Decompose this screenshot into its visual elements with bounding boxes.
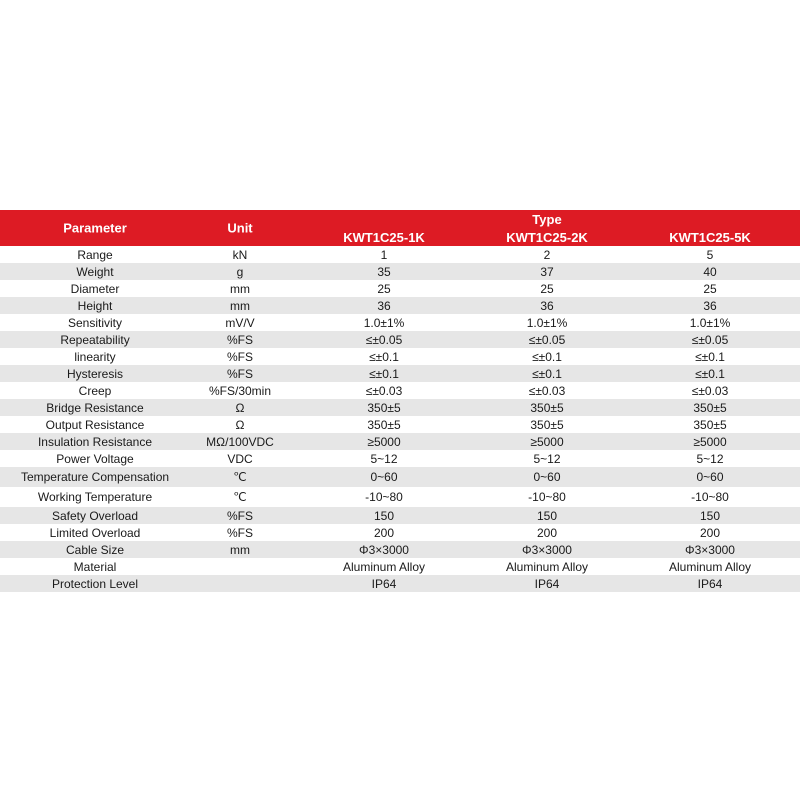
value-cell-model-1: 5~12 — [370, 451, 398, 466]
value-cell-model-2: 37 — [540, 264, 554, 279]
table-row — [0, 507, 800, 524]
unit-cell: %FS/30min — [208, 383, 272, 398]
value-cell-model-1: Φ3×3000 — [359, 542, 409, 557]
param-cell: Creep — [78, 383, 112, 398]
value-cell-model-1: -10~80 — [365, 490, 403, 504]
unit-cell: mm — [230, 542, 250, 557]
unit-cell: %FS — [226, 332, 254, 347]
param-cell: Temperature Compensation — [20, 470, 170, 484]
value-cell-model-1: 1.0±1% — [363, 315, 405, 330]
param-cell: Insulation Resistance — [37, 434, 153, 449]
table-row — [0, 541, 800, 558]
value-cell-model-3: 40 — [703, 264, 717, 279]
value-cell-model-3: 36 — [703, 298, 717, 313]
unit-cell: Ω — [235, 400, 245, 415]
param-cell: Working Temperature — [37, 490, 153, 504]
value-cell-model-1: ≥5000 — [367, 434, 401, 449]
value-cell-model-3: ≤±0.1 — [695, 349, 725, 364]
value-cell-model-1: 25 — [377, 281, 391, 296]
value-cell-model-2: 200 — [536, 525, 558, 540]
param-cell: Protection Level — [51, 576, 139, 591]
table-row — [0, 487, 800, 507]
value-cell-model-2: 5~12 — [533, 451, 561, 466]
unit-cell: VDC — [227, 451, 253, 466]
header-type: Type — [532, 212, 562, 227]
value-cell-model-2: 350±5 — [530, 400, 564, 415]
table-row — [0, 331, 800, 348]
value-cell-model-1: Aluminum Alloy — [342, 559, 426, 574]
value-cell-model-3: ≤±0.05 — [691, 332, 729, 347]
value-cell-model-3: Φ3×3000 — [685, 542, 735, 557]
param-cell: Material — [73, 559, 117, 574]
value-cell-model-3: IP64 — [697, 576, 723, 591]
value-cell-model-2: 36 — [540, 298, 554, 313]
unit-cell: g — [236, 264, 244, 279]
table-row — [0, 348, 800, 365]
value-cell-model-3: 200 — [699, 525, 721, 540]
unit-cell: mm — [230, 281, 250, 296]
value-cell-model-2: 1.0±1% — [526, 315, 568, 330]
header-model-1: KWT1C25-1K — [343, 230, 425, 245]
value-cell-model-2: ≤±0.1 — [532, 366, 562, 381]
param-cell: Hysteresis — [66, 366, 124, 381]
param-cell: Weight — [76, 264, 114, 279]
unit-cell: MΩ/100VDC — [206, 434, 274, 449]
table-row — [0, 575, 800, 592]
value-cell-model-2: 0~60 — [533, 470, 561, 484]
value-cell-model-3: ≥5000 — [693, 434, 727, 449]
param-cell: Power Voltage — [56, 451, 134, 466]
header-unit: Unit — [227, 220, 253, 236]
param-cell: Sensitivity — [67, 315, 123, 330]
param-cell: Diameter — [70, 281, 120, 296]
table-row — [0, 450, 800, 467]
value-cell-model-3: 5~12 — [696, 451, 724, 466]
table-row — [0, 399, 800, 416]
table-row — [0, 297, 800, 314]
value-cell-model-2: Φ3×3000 — [522, 542, 572, 557]
table-row — [0, 365, 800, 382]
header-model-2: KWT1C25-2K — [506, 230, 588, 245]
header-model-3: KWT1C25-5K — [669, 230, 751, 245]
value-cell-model-2: 25 — [540, 281, 554, 296]
value-cell-model-2: 150 — [536, 508, 558, 523]
table-row — [0, 558, 800, 575]
value-cell-model-3: ≤±0.1 — [695, 366, 725, 381]
value-cell-model-2: Aluminum Alloy — [505, 559, 589, 574]
value-cell-model-3: 150 — [699, 508, 721, 523]
table-row — [0, 314, 800, 331]
table-row — [0, 433, 800, 450]
unit-cell: %FS — [226, 349, 254, 364]
value-cell-model-1: 35 — [377, 264, 391, 279]
value-cell-model-2: ≤±0.05 — [528, 332, 566, 347]
value-cell-model-1: 350±5 — [367, 417, 401, 432]
unit-cell: ℃ — [233, 470, 247, 484]
value-cell-model-3: 350±5 — [693, 417, 727, 432]
value-cell-model-2: 2 — [543, 247, 551, 262]
value-cell-model-3: Aluminum Alloy — [668, 559, 752, 574]
param-cell: Range — [77, 247, 113, 262]
table-row — [0, 467, 800, 487]
header-parameter: Parameter — [63, 220, 127, 236]
value-cell-model-1: 350±5 — [367, 400, 401, 415]
param-cell: Height — [77, 298, 113, 313]
unit-cell: mm — [230, 298, 250, 313]
table-row — [0, 416, 800, 433]
table-body — [0, 246, 800, 592]
unit-cell: %FS — [226, 508, 254, 523]
value-cell-model-2: ≥5000 — [530, 434, 564, 449]
param-cell: linearity — [74, 349, 116, 364]
value-cell-model-1: 150 — [373, 508, 395, 523]
unit-cell: Ω — [235, 417, 245, 432]
param-cell: Safety Overload — [51, 508, 139, 523]
value-cell-model-2: 350±5 — [530, 417, 564, 432]
table-row — [0, 280, 800, 297]
unit-cell: ℃ — [233, 490, 247, 504]
value-cell-model-1: 0~60 — [370, 470, 398, 484]
value-cell-model-1: 1 — [380, 247, 388, 262]
table-row — [0, 382, 800, 399]
value-cell-model-2: IP64 — [534, 576, 560, 591]
value-cell-model-2: -10~80 — [528, 490, 566, 504]
value-cell-model-1: ≤±0.1 — [369, 349, 399, 364]
value-cell-model-1: ≤±0.1 — [369, 366, 399, 381]
param-cell: Cable Size — [65, 542, 125, 557]
unit-cell: %FS — [226, 366, 254, 381]
value-cell-model-1: IP64 — [371, 576, 397, 591]
value-cell-model-1: 36 — [377, 298, 391, 313]
value-cell-model-3: -10~80 — [691, 490, 729, 504]
value-cell-model-1: ≤±0.03 — [365, 383, 403, 398]
table-row — [0, 263, 800, 280]
value-cell-model-2: ≤±0.1 — [532, 349, 562, 364]
value-cell-model-2: ≤±0.03 — [528, 383, 566, 398]
value-cell-model-3: 5 — [706, 247, 714, 262]
table-row — [0, 246, 800, 263]
table-header — [0, 210, 800, 246]
value-cell-model-3: 0~60 — [696, 470, 724, 484]
value-cell-model-3: 350±5 — [693, 400, 727, 415]
spec-table — [0, 210, 800, 592]
param-cell: Repeatability — [60, 332, 130, 347]
table-row — [0, 524, 800, 541]
unit-cell: mV/V — [225, 315, 255, 330]
value-cell-model-1: ≤±0.05 — [365, 332, 403, 347]
param-cell: Bridge Resistance — [46, 400, 144, 415]
value-cell-model-3: 25 — [703, 281, 717, 296]
unit-cell: %FS — [226, 525, 254, 540]
value-cell-model-1: 200 — [373, 525, 395, 540]
value-cell-model-3: ≤±0.03 — [691, 383, 729, 398]
unit-cell: kN — [232, 247, 248, 262]
value-cell-model-3: 1.0±1% — [689, 315, 731, 330]
param-cell: Output Resistance — [45, 417, 145, 432]
param-cell: Limited Overload — [49, 525, 141, 540]
